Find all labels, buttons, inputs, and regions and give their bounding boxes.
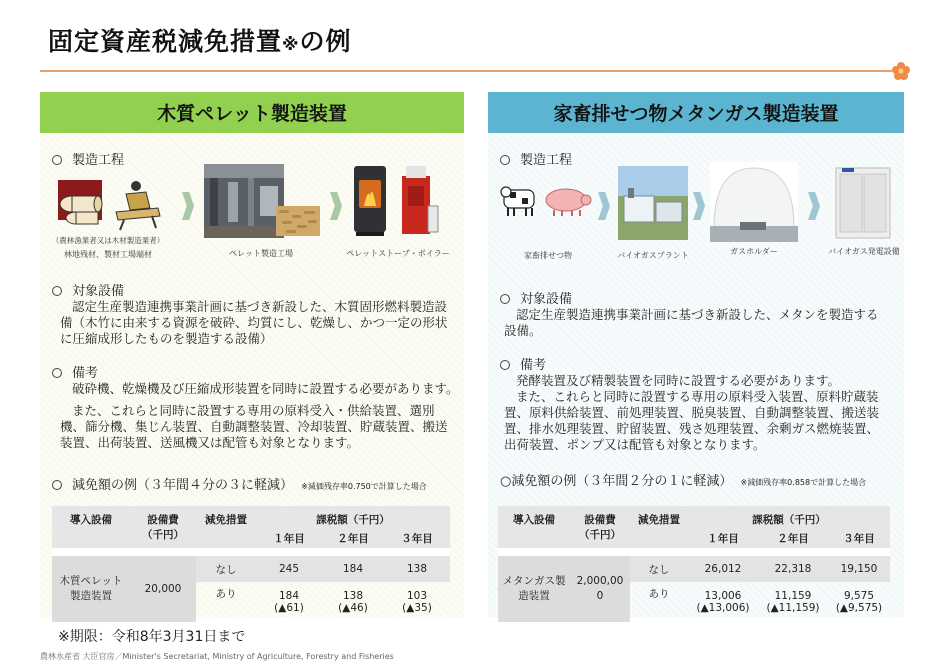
bullet-circle-icon — [500, 294, 510, 304]
cell-value-diff: (▲35) — [402, 602, 432, 614]
table-row — [498, 556, 890, 582]
cell-value-diff: (▲13,006) — [696, 602, 750, 614]
cell-value — [256, 582, 322, 622]
bullet-circle-icon — [500, 360, 510, 370]
cell-equipment: メタンガス製造装置 — [498, 556, 570, 622]
header-measure: 減免措置 — [196, 506, 256, 548]
header-equipment: 導入設備 — [498, 506, 570, 548]
process-label-text: 製造工程 — [72, 153, 125, 168]
cell-measure-with: あり — [215, 588, 237, 600]
pellet-factory-photo — [204, 164, 284, 238]
reduction-note: ※減価残存率0.750で計算した場合 — [301, 482, 427, 491]
header-measure: 減免措置 — [630, 506, 688, 548]
header-year-2: ２年目 — [322, 529, 384, 548]
chevron-right-icon — [693, 192, 705, 220]
header-year-3: ３年目 — [828, 529, 890, 548]
notes-label-text: 備考 — [520, 358, 547, 373]
header-year-2: ２年目 — [758, 529, 828, 548]
notes-text-2: また、これらと同時に設置する専用の原料受入・供給装置、選別機、篩分機、集じん装置、自動調整装置、冷却装置、貯蔵装置、搬送装置、出荷装置、送風機又は配管も対象となります。 — [60, 403, 448, 450]
cell-value — [828, 582, 890, 622]
cell-value-diff: (▲11,159) — [766, 602, 820, 614]
biogas-generator-photo — [834, 164, 892, 240]
biogas-plant-photo — [618, 166, 688, 240]
process-diagram — [40, 162, 464, 268]
cell-measure-with: あり — [648, 588, 670, 600]
equipment-description: 認定生産製造連携事業計画に基づき新設した、木質固形燃料製造設備（木竹に由来する資源を破砕、均質にし、乾燥し、かつ一定の形状に圧縮成形したものを製造する設備） — [60, 299, 448, 346]
bullet-circle-icon — [52, 368, 62, 378]
chevron-right-icon — [330, 192, 342, 220]
header-cost-text: 設備費 — [147, 514, 179, 526]
notes-section-label — [52, 362, 98, 381]
page-title — [48, 22, 352, 58]
cell-measure-none: なし — [196, 556, 256, 582]
cell-value-with: 138 — [342, 590, 364, 602]
pellets-photo — [276, 206, 320, 236]
pellet-stove-photo — [350, 166, 390, 236]
panel-wood-pellet — [40, 92, 464, 617]
header-tax: 課税額（千円） — [256, 506, 450, 529]
cell-value-with: 13,006 — [704, 590, 742, 602]
cell-value-with: 11,159 — [774, 590, 812, 602]
header-equipment: 導入設備 — [52, 506, 130, 548]
cell-value: 19,150 — [828, 556, 890, 582]
cell-value — [688, 582, 758, 622]
panel-header-wood-pellet: 木質ペレット製造装置 — [40, 92, 464, 133]
log-and-worker-icon — [54, 174, 164, 232]
reduction-section-label — [500, 470, 866, 489]
tax-table-wood-pellet — [52, 506, 450, 622]
chevron-right-icon — [598, 192, 610, 220]
notes-label-text: 備考 — [72, 366, 99, 381]
notes-text-2: また、これらと同時に設置する専用の原料受入装置、原料貯蔵装置、原料供給装置、前処理装置、脱臭装置、自動調整装置、搬送装置、排水処理装置、貯留装置、残さ処理装置、余剰ガス燃焼装置、出荷装置、ポンプ又は配管も対象となります。 — [504, 389, 880, 452]
page-title-text: 固定資産税減免措置 — [48, 27, 283, 56]
process-caption-wood-residue: 林地残材、製材工場端材 — [64, 250, 152, 259]
page-title-suffix: の例 — [299, 27, 352, 56]
equipment-description: 認定生産製造連携事業計画に基づき新設した、メタンを製造する設備。 — [504, 307, 879, 338]
cell-value-with: 184 — [278, 590, 300, 602]
process-diagram — [488, 162, 904, 268]
bullet-circle-icon — [52, 286, 62, 296]
header-year-1: １年目 — [688, 529, 758, 548]
pellet-boiler-photo — [398, 166, 440, 236]
bullet-circle-icon — [52, 480, 62, 490]
header-tax: 課税額（千円） — [688, 506, 890, 529]
panel-methane-gas — [488, 92, 904, 617]
header-cost-unit: （千円） — [142, 529, 184, 541]
header-cost — [570, 506, 630, 548]
tax-table-methane-gas — [498, 506, 890, 622]
cell-value — [322, 582, 384, 622]
process-label-text: 製造工程 — [520, 153, 573, 168]
gas-holder-photo — [710, 162, 798, 242]
process-caption-livestock-waste: 家畜排せつ物 — [524, 251, 572, 260]
chevron-right-icon — [182, 192, 194, 220]
cell-value: 138 — [384, 556, 450, 582]
process-caption-gas-holder: ガスホルダー — [730, 247, 778, 256]
cell-value: 22,318 — [758, 556, 828, 582]
equipment-section-label — [52, 280, 124, 299]
process-caption-pellet-factory: ペレット製造工場 — [229, 249, 293, 258]
reduction-note: ※減価残存率0.858で計算した場合 — [740, 478, 867, 487]
notes-text-1: 破砕機、乾燥機及び圧縮成形装置を同時に設置する必要があります。 — [72, 381, 459, 396]
cell-value-diff: (▲46) — [338, 602, 368, 614]
reduction-label-text: ○減免額の例（３年間２分の１に軽減） — [500, 474, 733, 489]
cell-value: 184 — [322, 556, 384, 582]
equipment-label-text: 対象設備 — [520, 292, 573, 307]
deadline-note: ※期限：令和8年3月31日まで — [58, 629, 246, 645]
cell-equipment: 木質ペレット製造装置 — [52, 556, 130, 622]
cell-cost: 2,000,000 — [570, 556, 630, 622]
cell-value-with: 103 — [406, 590, 428, 602]
header-year-1: １年目 — [256, 529, 322, 548]
process-caption-pellet-stove: ペレットストーブ・ボイラー — [346, 249, 450, 258]
equipment-label-text: 対象設備 — [72, 284, 125, 299]
cell-value: 245 — [256, 556, 322, 582]
process-caption-biogas-generator: バイオガス発電設備 — [828, 247, 900, 256]
notes-text-1: 発酵装置及び精製装置を同時に設置する必要があります。 — [516, 373, 841, 388]
notes-section-label — [500, 354, 546, 373]
cow-pig-icon — [500, 180, 594, 220]
header-year-3: ３年目 — [384, 529, 450, 548]
header-cost-text: 設備費 — [584, 514, 616, 526]
equipment-section-label — [500, 288, 572, 307]
reduction-label-text: 減免額の例（３年間４分の３に軽減） — [72, 478, 294, 493]
page-title-mark: ※ — [282, 35, 300, 55]
table-row — [52, 556, 450, 582]
title-rule — [40, 70, 892, 72]
cell-value: 26,012 — [688, 556, 758, 582]
footer-credit: 農林水産省 大臣官房／Minister's Secretariat, Ministry of Agriculture, Forestry and Fisheries — [40, 652, 394, 661]
cell-value-with: 9,575 — [843, 590, 875, 602]
cell-measure-none: なし — [630, 556, 688, 582]
chevron-right-icon — [808, 192, 820, 220]
reduction-section-label — [52, 474, 427, 493]
cell-value — [384, 582, 450, 622]
process-caption-source-owner: （農林漁業者又は木材製造業者） — [51, 236, 165, 245]
cell-cost: 20,000 — [130, 556, 196, 622]
cell-value-diff: (▲61) — [274, 602, 304, 614]
header-cost-unit: （千円） — [579, 529, 621, 541]
cell-value — [758, 582, 828, 622]
header-cost — [130, 506, 196, 548]
panel-header-methane-gas: 家畜排せつ物メタンガス製造装置 — [488, 92, 904, 133]
cell-value-diff: (▲9,575) — [835, 602, 883, 614]
flower-icon — [891, 61, 911, 81]
process-caption-biogas-plant: バイオガスプラント — [617, 251, 689, 260]
